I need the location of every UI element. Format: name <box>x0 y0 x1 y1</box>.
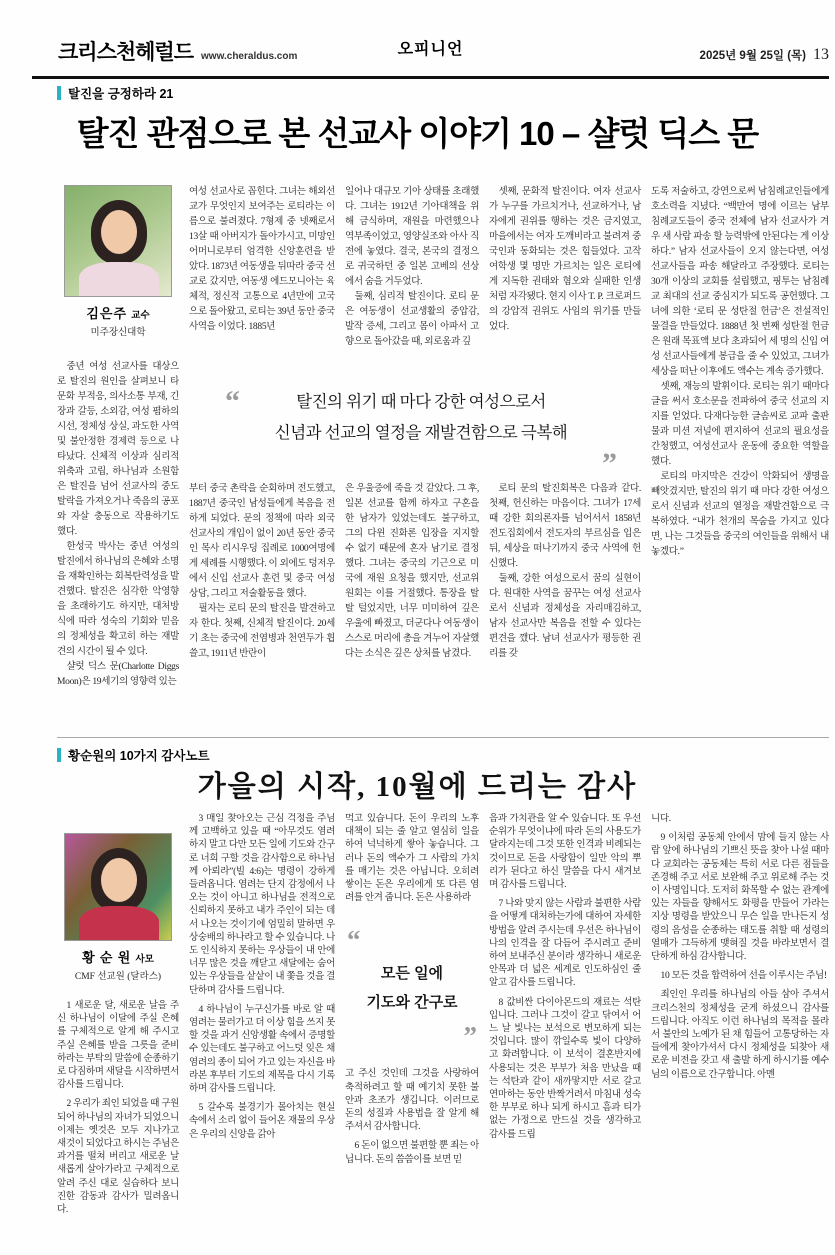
author2-name: 황 순 원 <box>82 950 132 965</box>
paragraph: 여성 선교사로 꼽힌다. 그녀는 해외선교가 무엇인지 보여주는 로티라는 이름으로 불려졌다. 7형제 중 넷째로서 13살 때 아버지가 돌아가시고, 미망인 어머니로부터 엄격한 신앙훈련을 받았다. 1873년 여동생을 뒤따라 중국 선교로 갔지만, 여동생 에드모니아는 육체적, 정신적 고통으로 4년만에 고국으로 돌아왔고, 로티는 39년 동안 중국 사역을 이었다. 1885년 <box>189 187 335 332</box>
paragraph: 9 이처럼 공동체 안에서 맘에 들지 않는 사람 앞에 하나님의 기쁘신 뜻을 찾아 나설 때마다 교회라는 공동체는 특히 서로 다른 점들을 존경해 주고 서로 보완해 주고 위로해 주는 것이 사명입니다. 도저히 화목할 수 없는 관계에 있는 자들을 향해서도 화평을 만들어 가라는 지상 명령을 받았으니 무슨 일을 만나든지 성령의 음성을 순종하는 태도를 취할 때 성령의 열매가 그득하게 맺혀질 것을 바라보면서 결단하게 하심 감사합니다. <box>651 833 829 963</box>
article2-column-5 <box>651 813 829 1255</box>
paragraph: 일어나 대규모 기아 상태를 초래했다. 그녀는 1912년 기아대책을 위해 금식하며, 재원을 마련했으나 역부족이었고, 영양실조와 아사 직전에 놓였다. 결국, 본국의 결정으로 귀국하던 중 일본 고베의 선상에서 숨을 거두었다. <box>345 187 479 287</box>
masthead-section: 오피니언 <box>397 41 464 58</box>
paragraph: 은 우울증에 죽을 것 같았다. 그 후, 일본 선교를 함께 하자고 구혼을 한 남자가 있었는데도 불구하고, 그의 다윈 진화론 입장을 지지할 수 없기 때문에 혼자 남기로 결정했다. 그녀는 중국의 기근으로 미국에 재원 요청을 했지만, 선교위원회는 이를 거절했다. 통장을 탈탈 털었지만, 너무 미미하여 깊은 우울에 빠졌고, 더군다나 여동생이 스스로 머리에 총을 겨누어 자살했다는 소식은 깊은 상처를 남겼다. <box>345 484 479 659</box>
author2-photo-torso <box>79 906 159 941</box>
paragraph: 6 돈이 없으면 불편할 뿐 죄는 아닙니다. 돈의 씀씀이를 보면 믿 <box>345 1141 479 1165</box>
author2-affiliation: CMF 선교원 (달라스) <box>74 972 162 982</box>
paragraph: 4 하나님이 누구신가를 바로 알 때 염려는 물러가고 더 이상 힘을 쓰지 못할 것을 과거 신앙생활 속에서 증명할 수 있는데도 불구하고 어느덧 잊은 채 염려의 종이 되어 가고 있는 자신을 바라본 후부터 기도의 제목을 다시 기록하며 감사를 드립니다. <box>189 1004 335 1095</box>
column-text <box>345 185 479 385</box>
article1-kicker-label: 탈진을 긍정하라 21 <box>68 87 174 101</box>
kicker-bar-icon <box>57 86 61 100</box>
column-text <box>345 813 479 911</box>
paragraph: 셋째, 재능의 발휘이다. 로티는 위기 때마다 글을 써서 호소문을 전파하여 중국 선교의 지지를 얻었다. 다재다능한 글솜씨로 교파 출판물과 미션 저널에 편지하여 선교의 필요성을 간청했고, 여성선교사 운동에 중요한 역할을 했다. <box>651 382 829 467</box>
article2-body <box>57 813 829 1255</box>
close-quote-icon: ” <box>602 447 617 480</box>
paragraph: 둘째, 심리적 탈진이다. 로티 문은 여동생이 선교생활의 중압감, 발작 증세, 그리고 몸이 아파서 고향으로 돌아갔을 때, 외로움과 깊 <box>345 292 479 347</box>
paragraph: 1 새로운 달, 새로운 날을 주신 하나님이 이달에 주실 은혜를 구체적으로 알게 해 주시고 주실 은혜를 받을 그릇을 준비하라는 부탁의 말씀에 순종하기로 다짐하며 새달을 시작하면서 감사를 드립니다. <box>57 1001 179 1091</box>
column-text <box>189 482 335 735</box>
article2-column-2 <box>189 813 335 1255</box>
paragraph: 3 매일 찾아오는 근심 걱정을 주님께 고백하고 있을 때 “아무것도 염려하지 말고 다만 모든 일에 기도와 간구로 너희 구할 것을 감사함으로 하나님께 아뢰라”(빌 4:6)는 명령이 강하게 들려옵니다. 염려는 단지 감정에서 나오는 것이 아니고 하나님을 전적으로 신뢰하지 못하고 내가 주인이 되는 데서 나오는 것이기에 엄밀히 말하면 우상숭배의 하나라고 할 수 있습니다. 나도 인식하지 못하는 우상들이 내 안에 너무 많은 것을 깨닫고 새달에는 숨어있는 우상들을 샅샅이 내 쫓을 것을 결단하며 감사를 드립니다. <box>189 814 335 996</box>
paragraph: 2 우리가 죄인 되었을 때 구원되어 하나님의 자녀가 되었으니 이제는 옛것은 모두 지나가고 새것이 되었다고 하시는 주님은 과거를 떨쳐 버리고 새로운 날 새롭게 살아가라고 구체적으로 알려 주신 대로 실습하다 보니 진한 감동과 감사가 밀려옵니다. <box>57 1099 179 1216</box>
article2-kicker <box>57 746 210 764</box>
paragraph: 셋째, 문화적 탈진이다. 여자 선교사가 누구를 가르치거나, 선교하거나, 남자에게 권위를 행하는 것은 금지였고, 마을에서는 여자 도깨비라고 불려져 중국인과 동화되는 것은 힘들었다. 고작 여학생 몇 명만 가르치는 일은 로티에게 지독한 권태와 혐오와 실패한 인생처럼 자각됐다. 현지 이사 T. P. 크로퍼드의 강압적 권위도 사임의 위기를 만들었다. <box>489 187 641 332</box>
paragraph: 한성국 박사는 중년 여성의 탈진에서 하나님의 은혜와 소명을 재확인하는 회복탄력성을 발견했다. 탈진은 심각한 악영향을 초래하기도 하지만, 대처방식에 따라 성숙의 기회와 믿음의 정체성을 확고히 하는 재발견의 시간이 될 수 있다. <box>57 542 179 657</box>
paragraph: 5 갈수록 불경기가 몰아치는 현실 속에서 소리 없이 들어온 재물의 우상은 우리의 신앙을 갉아 <box>189 1103 335 1140</box>
article2-column-3 <box>345 813 479 1255</box>
open-quote-icon: “ <box>225 385 240 418</box>
author2-photo <box>64 833 172 941</box>
paragraph: 부터 중국 촌락을 순회하며 전도했고, 1887년 중국인 남성들에게 복음을 전하게 되었다. 문의 정책에 따라 외국 선교사의 개입이 없이 20년 동안 중국인 목사 리시우딩 집례로 1000여명에게 세례를 시행했다. 이 외에도 덩저우에서 신입 선교사 훈련 및 중국 여성 상담, 그리고 저술활동을 했다. <box>189 484 335 599</box>
paragraph: 7 나와 맞지 않는 사람과 불편한 사람을 어떻게 대처하는가에 대하여 자세한 방법을 알려 주시는데 우선은 하나님이 나의 인격을 잘 다듬어 주시려고 준비하여 보내주신 분이라 생각하니 새로운 안목과 더 넓은 세계로 인도하심인 줄 알고 감사를 드립니다. <box>489 899 641 989</box>
article1-col1-text <box>57 360 179 690</box>
author2-name-row <box>82 947 154 966</box>
column-text <box>189 813 335 1148</box>
author1-title: 교수 <box>131 311 150 321</box>
column-text <box>345 1068 479 1172</box>
author2-title: 사모 <box>135 955 154 965</box>
paragraph: 중년 여성 선교사를 대상으로 탈진의 원인을 살펴보니 타문화 부적응, 의사소통 부재, 긴장과 갈등, 소외감, 여성 폄하의 시선, 정체성 상실, 과도한 사역 및 불안정한 경제력 등으로 나타났다. 신체적 이상과 심리적 위축과 고립, 하나님과 소원함은 탈진을 넘어 선교사의 중도 탈락을 가져오거나 죽음의 공포와 자살 충동으로 작용하기도 했다. <box>57 362 179 537</box>
close-quote-icon: ” <box>463 1021 477 1052</box>
kicker-bar-icon <box>57 748 61 762</box>
article1-headline: 탈진 관점으로 본 선교사 이야기 10 – 샬럿 딕스 문 <box>76 115 759 152</box>
author1-photo-torso <box>79 262 159 297</box>
author1-name: 김은주 <box>86 306 128 321</box>
author1-photo-face <box>101 210 137 254</box>
article1-pull-quote-text <box>240 387 602 448</box>
paragraph: 니다. <box>651 814 671 824</box>
article2-kicker-label: 황순원의 10가지 감사노트 <box>68 749 210 763</box>
author1-affiliation: 미주장신대학 <box>90 328 146 338</box>
paragraph: 둘째, 강한 여성으로서 꿈의 실현이다. 원대한 사역을 꿈꾸는 여성 선교사로서 신념과 정체성을 자리매김하고, 남자 선교사만 복음을 전할 수 있다는 편견을 깼다. 남녀 선교사가 평등한 권리를 갖 <box>489 574 641 659</box>
masthead-date: 2025년 9월 25일 (목) <box>699 50 806 62</box>
paragraph: 로티 문의 탈진회복은 다음과 같다. 첫째, 헌신하는 마음이다. 그녀가 17세 때 강한 회의론자를 넘어서서 1858년 전도집회에서 전도자의 부르심을 입은 뒤, 세상을 떠나기까지 중국 사역에 헌신했다. <box>489 484 641 569</box>
article1-kicker <box>57 84 173 102</box>
quote-line-1: 탈진의 위기 때 마다 강한 여성으로서 <box>296 392 546 411</box>
article1-body <box>57 185 829 735</box>
article2-col1-text <box>57 1000 179 1223</box>
article2-headline: 가을의 시작, 10월에 드리는 감사 <box>197 771 638 803</box>
paragraph: 먹고 있습니다. 돈이 우리의 노후 대책이 되는 줄 알고 열심히 일을 하여 넉넉하게 쌓아 놓습니다. 그러나 돈의 액수가 그 사람의 가치를 매기는 것은 아닙니다. 오히려 쌓이는 돈은 우리에게 또 다른 염려를 안겨 줍니다. 돈은 사용하라 <box>345 814 479 904</box>
column-text <box>489 813 641 1148</box>
masthead-url-link[interactable]: www.cheraldus.com <box>201 51 298 62</box>
paragraph: 고 주신 것인데 그것을 사랑하여 축적하려고 할 때 예기치 못한 불안과 초조가 생깁니다. 이러므로 돈의 성질과 사용법을 잘 알게 해 주셔서 감사합니다. <box>345 1069 479 1133</box>
article2-column-4 <box>489 813 641 1255</box>
paragraph: 도록 저술하고, 강연으로써 남침례교인들에게 호소력을 지녔다. “백만여 명에 이르는 남부 침례교도들이 중국 전체에 남자 선교사가 겨우 새 사람 파송 할 능력밖에 안된다는 게 이상하다.” 남자 선교사들이 오지 않는다면, 여성 선교사들을 파송 해달라고 주장했다. 로티는 30개 이상의 교회를 설립했고, 핑투는 남침례교 최대의 선교 중심지가 되도록 공헌했다. 그녀에 의한 ‘로티 문 성탄절 헌금’은 전설적인 물결을 만들었다. 1888년 첫 번째 성탄절 헌금은 원래 목표액 보다 초과되어 세 명의 신입 여성 선교사들에게 봉급을 줄 수 있었고, 그녀가 세상을 떠난 이후에도 액수는 계속 증가했다. <box>651 187 829 377</box>
author1-name-row <box>86 303 149 322</box>
paragraph: 10 모든 것을 합력하여 선을 이루시는 주님! <box>660 971 827 982</box>
column-text <box>489 482 641 735</box>
quote-line-1: 모든 일에 <box>380 965 444 983</box>
article2-pull-quote-text <box>347 960 477 1017</box>
column-text <box>345 482 479 735</box>
open-quote-icon: “ <box>347 925 361 956</box>
paragraph: 죄인인 우리를 하나님의 아들 삼아 주셔서 크리스천의 정체성을 굳게 하셨으니 감사를 드립니다. 아직도 이런 하나님의 목적을 몰라서 불안의 노예가 된 채 힘들어 고통당하는 자들에게 찾아가셔서 다시 정체성을 되찾아 새로운 비전을 갖고 새 출발 하게 하시기를 예수님의 이름으로 간구합니다. 아멘 <box>651 990 829 1080</box>
author2-photo-face <box>101 858 137 902</box>
column-text <box>651 185 829 560</box>
section-divider <box>57 737 829 738</box>
article1-author-column <box>57 185 179 735</box>
author1-photo <box>64 185 172 297</box>
article2-pull-quote <box>345 925 479 1052</box>
masthead-page-number: 13 <box>813 46 829 63</box>
article2-author-column <box>57 813 179 1255</box>
paragraph: 샬럿 딕스 문(Charlotte Diggs Moon)은 19세기의 영향력 있는 <box>57 662 179 687</box>
article1-column-5 <box>651 185 829 735</box>
column-text <box>489 185 641 385</box>
article1-pull-quote <box>225 387 617 479</box>
quote-line-2: 기도와 간구로 <box>366 993 458 1011</box>
masthead <box>32 36 829 79</box>
paragraph: 필자는 로티 문의 탈진을 발견하고자 한다. 첫째, 신체적 탈진이다. 20세기 초는 중국에 전염병과 천연두가 휩쓸고, 1911년 반란이 <box>189 604 335 659</box>
paragraph: 음과 가치관을 알 수 있습니다. 또 우선순위가 무엇이냐에 따라 돈의 사용도가 달라지는데 그것 또한 인격과 비례되는 것이므로 돈을 사랑함이 일만 악의 뿌리가 된다고 하신 말씀을 다시 새겨보며 감사를 드립니다. <box>489 814 641 891</box>
masthead-logo: 크리스천헤럴드 <box>58 41 194 64</box>
column-text <box>189 185 335 385</box>
paragraph: 로티의 마지막은 건강이 악화되어 생명을 빼앗겼지만, 탈진의 위기 때 마다 강한 여성으로서 신념과 선교의 열정을 재발견함으로 극복하였다. “내가 천개의 목숨을 가지고 있다면, 나는 그것들을 중국의 여인들을 위해서 내놓겠다.” <box>651 472 829 557</box>
column-text <box>651 813 829 1088</box>
paragraph: 8 값비싼 다이아몬드의 재료는 석탄입니다. 그러나 그것이 갈고 닦여서 어느 날 빛나는 보석으로 변모하게 되는 것입니다. 많이 깎일수록 빛이 다양하고 화려합니다. 이 보석이 결혼반지에 사용되는 것은 부부가 처음 만났을 때는 석탄과 같이 새까맣지만 서로 갈고 연마하는 동안 반짝거려서 마침내 성숙한 부부로 하나 되게 하시고 흠과 티가 없는 가정으로 만드실 것을 생각하고 감사를 드립 <box>489 997 641 1140</box>
quote-line-2: 신념과 선교의 열정을 재발견함으로 극복해 <box>274 422 568 442</box>
